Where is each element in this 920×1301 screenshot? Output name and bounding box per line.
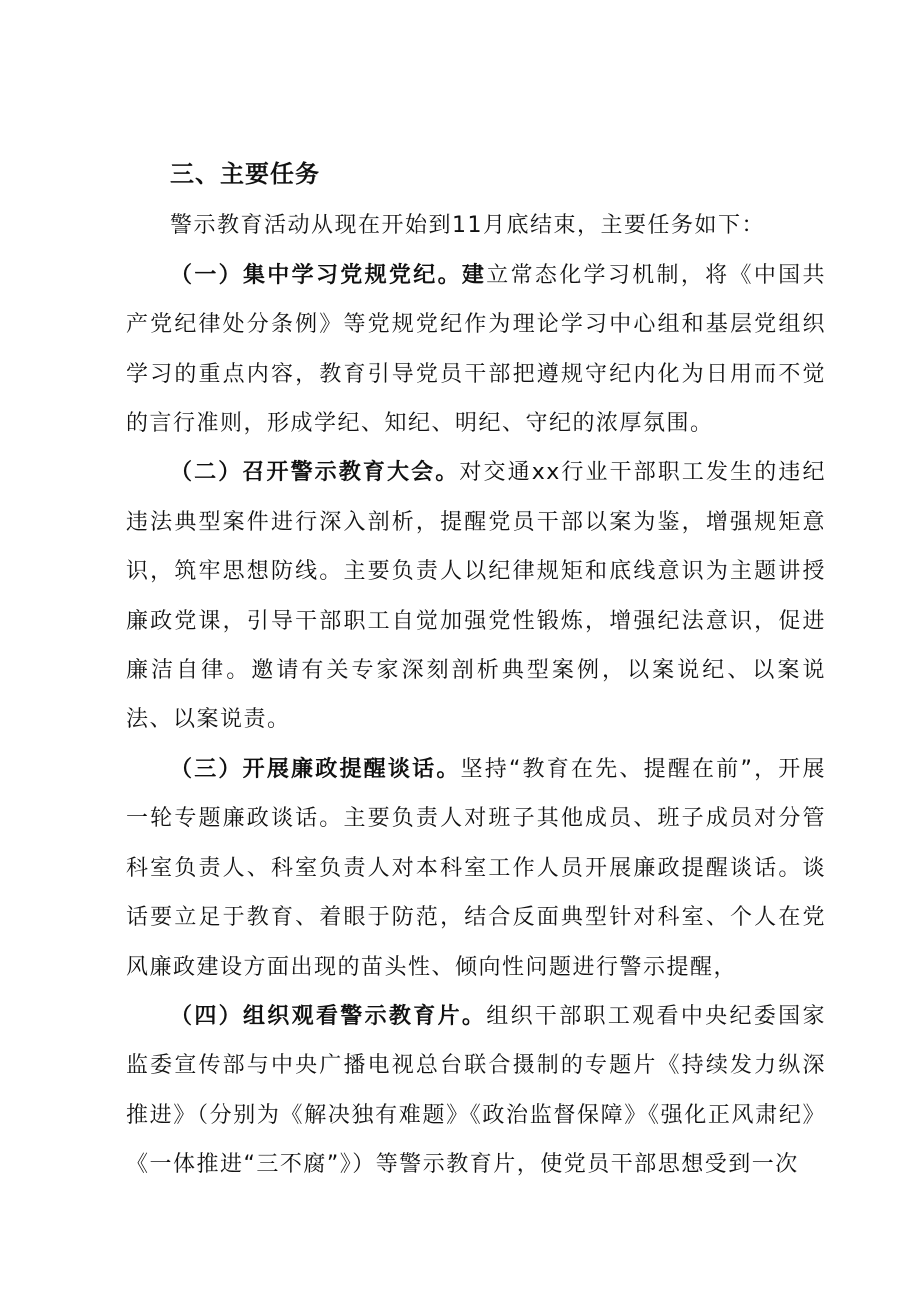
task-item-2-title: （二）召开警示教育大会。 bbox=[170, 460, 460, 486]
task-item-3-body: 坚持“教育在先、提醒在前”，开展一轮专题廉政谈话。主要负责人对班子其他成员、班子成员对分管科室负责人、科室负责人对本科室工作人员开展廉政提醒谈话。谈话要立足于教育、着眼于防范，结合反面典型针对科室、个人在党风廉政建设方面出现的苗头性、倾向性问题进行警示提醒， bbox=[126, 756, 826, 980]
task-item-4-title: （四）组织观看警示教育片。 bbox=[170, 1003, 487, 1029]
task-item-1-body: 立常态化学习机制，将《中国共产党纪律处分条例》等党规党纪作为理论学习中心组和基层党组织学习的重点内容，教育引导党员干部把遵规守纪内化为日用而不觉的言行准则，形成学纪、知纪、明纪、守纪的浓厚氛围。 bbox=[126, 262, 826, 437]
task-item-2-body: 对交通xx行业干部职工发生的违纪违法典型案件进行深入剖析，提醒党员干部以案为鉴，增强规矩意识，筑牢思想防线。主要负责人以纪律规矩和底线意识为主题讲授廉政党课，引导干部职工自觉加强党性锻炼，增强纪法意识，促进廉洁自律。邀请有关专家深刻剖析典型案例，以案说纪、以案说法、以案说责。 bbox=[126, 460, 826, 733]
document-body bbox=[126, 150, 826, 1190]
section-heading: 三、主要任务 bbox=[170, 160, 320, 188]
task-item-1 bbox=[126, 251, 826, 449]
task-item-4 bbox=[126, 992, 826, 1190]
task-item-4-body: 组织干部职工观看中央纪委国家监委宣传部与中央广播电视总台联合摄制的专题片《持续发力纵深推进》（分别为《解决独有难题》《政治监督保障》《强化正风肃纪》《一体推进“三不腐”》）等警示教育片，使党员干部思想受到一次 bbox=[126, 1003, 826, 1178]
task-item-1-title: （一）集中学习党规党纪。建 bbox=[170, 262, 487, 288]
task-item-2 bbox=[126, 448, 826, 744]
task-item-3 bbox=[126, 745, 826, 992]
intro-paragraph: 警示教育活动从现在开始到11月底结束，主要任务如下： bbox=[170, 213, 765, 239]
task-item-3-title: （三）开展廉政提醒谈话。 bbox=[170, 756, 461, 782]
